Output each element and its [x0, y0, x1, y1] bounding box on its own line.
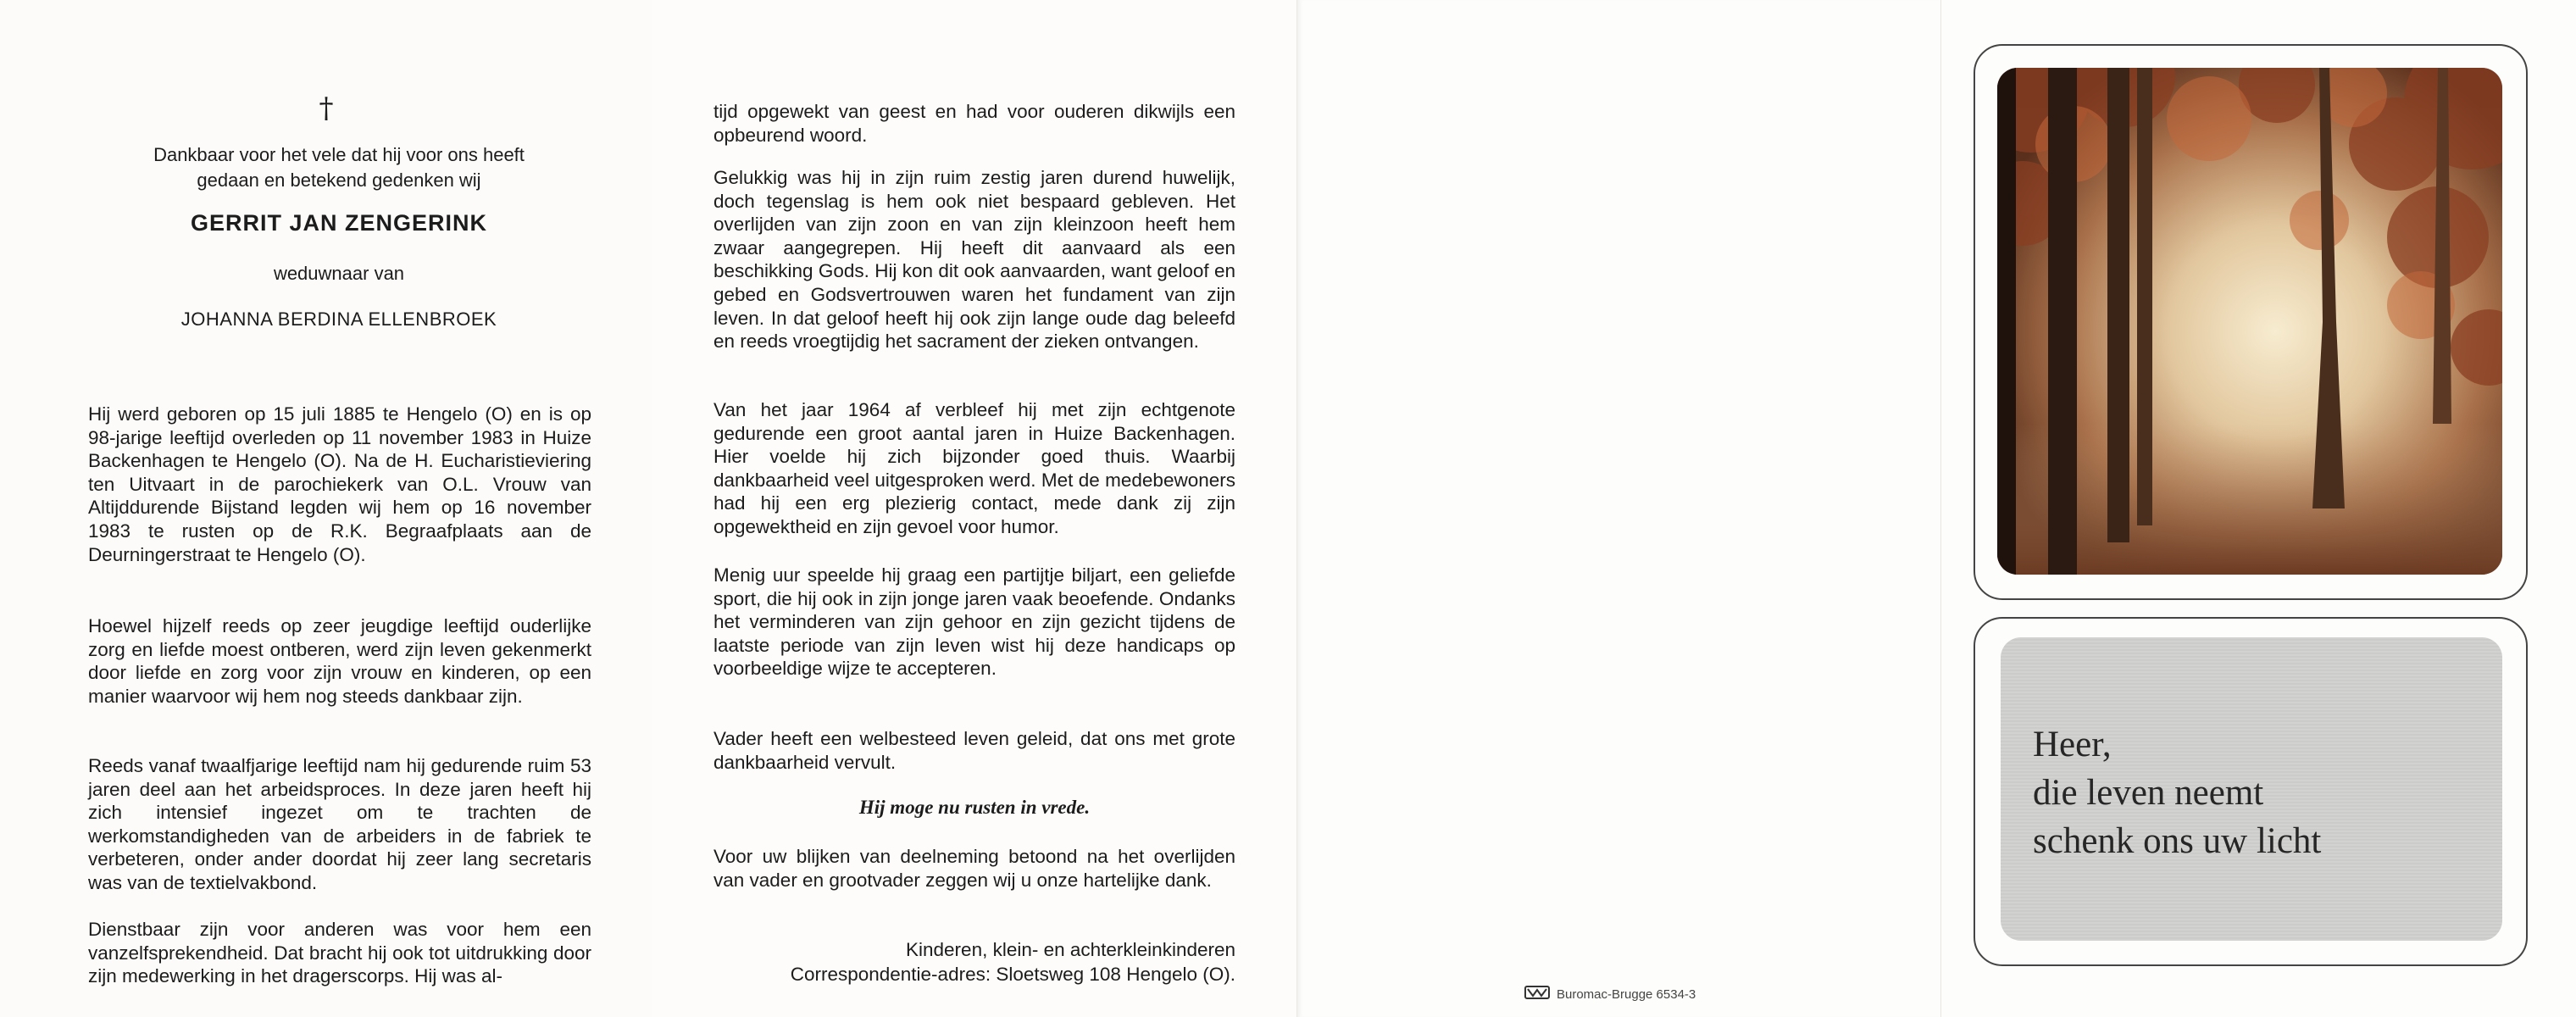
paragraph-backenhagen: Van het jaar 1964 af verbleef hij met zijn echtgenote gedurende een groot aantal jaren in Huize Backenhagen. Hier voelde hij zich bijzonder goed thuis. Waarbij dankbaarheid veel uitgesproken werd. Met de medebewoners had hij een erg plezierig contact, mede dank zij zijn opgewektheid en zijn gevoel voor humor.: [713, 399, 1235, 537]
publisher-imprint: [1524, 986, 1696, 1003]
paragraph-work: Reeds vanaf twaalfjarige leeftijd nam hij gedurende ruim 53 jaren deel aan het arbeidsproces. In deze jaren heeft hij zich intensief ingezet om te trachten de werkomstandigheden van de arbeiders in de fabriek te verbeteren, onder ander doordat hij zeer lang secretaris was van de textielvakbond.: [88, 755, 591, 893]
dedication-line-1: Dankbaar voor het vele dat hij voor ons heeft: [153, 144, 525, 165]
paragraph-childhood: Hoewel hijzelf reeds op zeer jeugdige leeftijd ouderlijke zorg en liefde moest ontberen, werd zijn leven gekenmerkt door liefde en zorg voor zijn vrouw en kinderen, op een manier waarvoor wij hem nog steeds dankbaar zijn.: [88, 615, 591, 707]
publisher-text: Buromac-Brugge 6534-3: [1557, 986, 1696, 1002]
motto-rest-in-peace: Hij moge nu rusten in vrede.: [858, 797, 1091, 818]
paragraph-billiards: Menig uur speelde hij graag een partijtje biljart, een geliefde sport, die hij ook in zijn jonge jaren vaak beoefende. Ondanks het verminderen van zijn gehoor en zijn gezicht tijdens de laatste periode van zijn leven wist hij deze handicaps op voorbeeldige wijze te accepteren.: [713, 564, 1235, 680]
paragraph-marriage-faith: Gelukkig was hij in zijn ruim zestig jaren durend huwelijk, doch tegenslag is hem ook niet bespaard gebleven. Het overlijden van zijn zoon en van zijn kleinzoon heeft hem zwaar aangegrepen. Hij heeft dit aanvaard als een beschikking Gods. Hij kon dit ook aanvaarden, want geloof en gebed en Godsvertrouwen waren het fundament van zijn leven. In dat geloof heeft hij ook zijn lange oude dag beleefd en reeds vroegtijdig het sacrament der zieken ontvangen.: [713, 167, 1235, 353]
paragraph-gratitude: Vader heeft een welbesteed leven geleid, dat ons met grote dankbaarheid vervult.: [713, 728, 1235, 773]
deceased-name: GERRIT JAN ZENGERINK: [190, 210, 488, 236]
verse-line-1: Heer,: [2033, 725, 2112, 764]
paragraph-service: Dienstbaar zijn voor anderen was voor hem een vanzelfsprekendheid. Dat bracht hij ook tot uitdrukking door zijn medewerking in het dragerscorps. Hij was al-: [88, 919, 591, 987]
paragraph-birth-death: Hij werd geboren op 15 juli 1885 te Hengelo (O) en is op 98-jarige leeftijd overleden op 11 november 1983 in Huize Backenhagen te Hengelo (O). Na de H. Eucharistieviering ten Uitvaart in de parochiekerk van O.L. Vrouw van Altijddurende Bijstand legden wij hem op 16 november 1983 te rusten op de R.K. Begraafplaats aan de Deurningerstraat te Hengelo (O).: [88, 403, 591, 565]
verse-line-3: schenk ons uw licht: [2033, 821, 2322, 861]
paragraph-cheerful: tijd opgewekt van geest en had voor ouderen dikwijls een opbeurend woord.: [713, 101, 1235, 146]
correspondence-address: Correspondentie-adres: Sloetsweg 108 Hengelo (O).: [790, 964, 1235, 985]
front-cover: [1940, 0, 2576, 1017]
spouse-name: JOHANNA BERDINA ELLENBROEK: [180, 308, 497, 330]
signature-family: Kinderen, klein- en achterkleinkinderen: [906, 939, 1235, 960]
dedication-line-2: gedaan en betekend gedenken wij: [197, 170, 481, 191]
inner-page-right: [652, 0, 1296, 1017]
autumn-forest-photo: [1997, 68, 2502, 575]
paragraph-thanks: Voor uw blijken van deelneming betoond na het overlijden van vader en grootvader zeggen wij u onze hartelijke dank.: [713, 846, 1235, 891]
verse-text: [2033, 720, 2473, 865]
relation-text: weduwnaar van: [273, 263, 405, 284]
cross-symbol: †: [319, 92, 334, 125]
back-cover: [1296, 0, 1941, 1017]
buromac-logo-icon: [1524, 986, 1550, 1003]
verse-line-2: die leven neemt: [2033, 773, 2264, 813]
inner-page-left: [0, 0, 653, 1017]
